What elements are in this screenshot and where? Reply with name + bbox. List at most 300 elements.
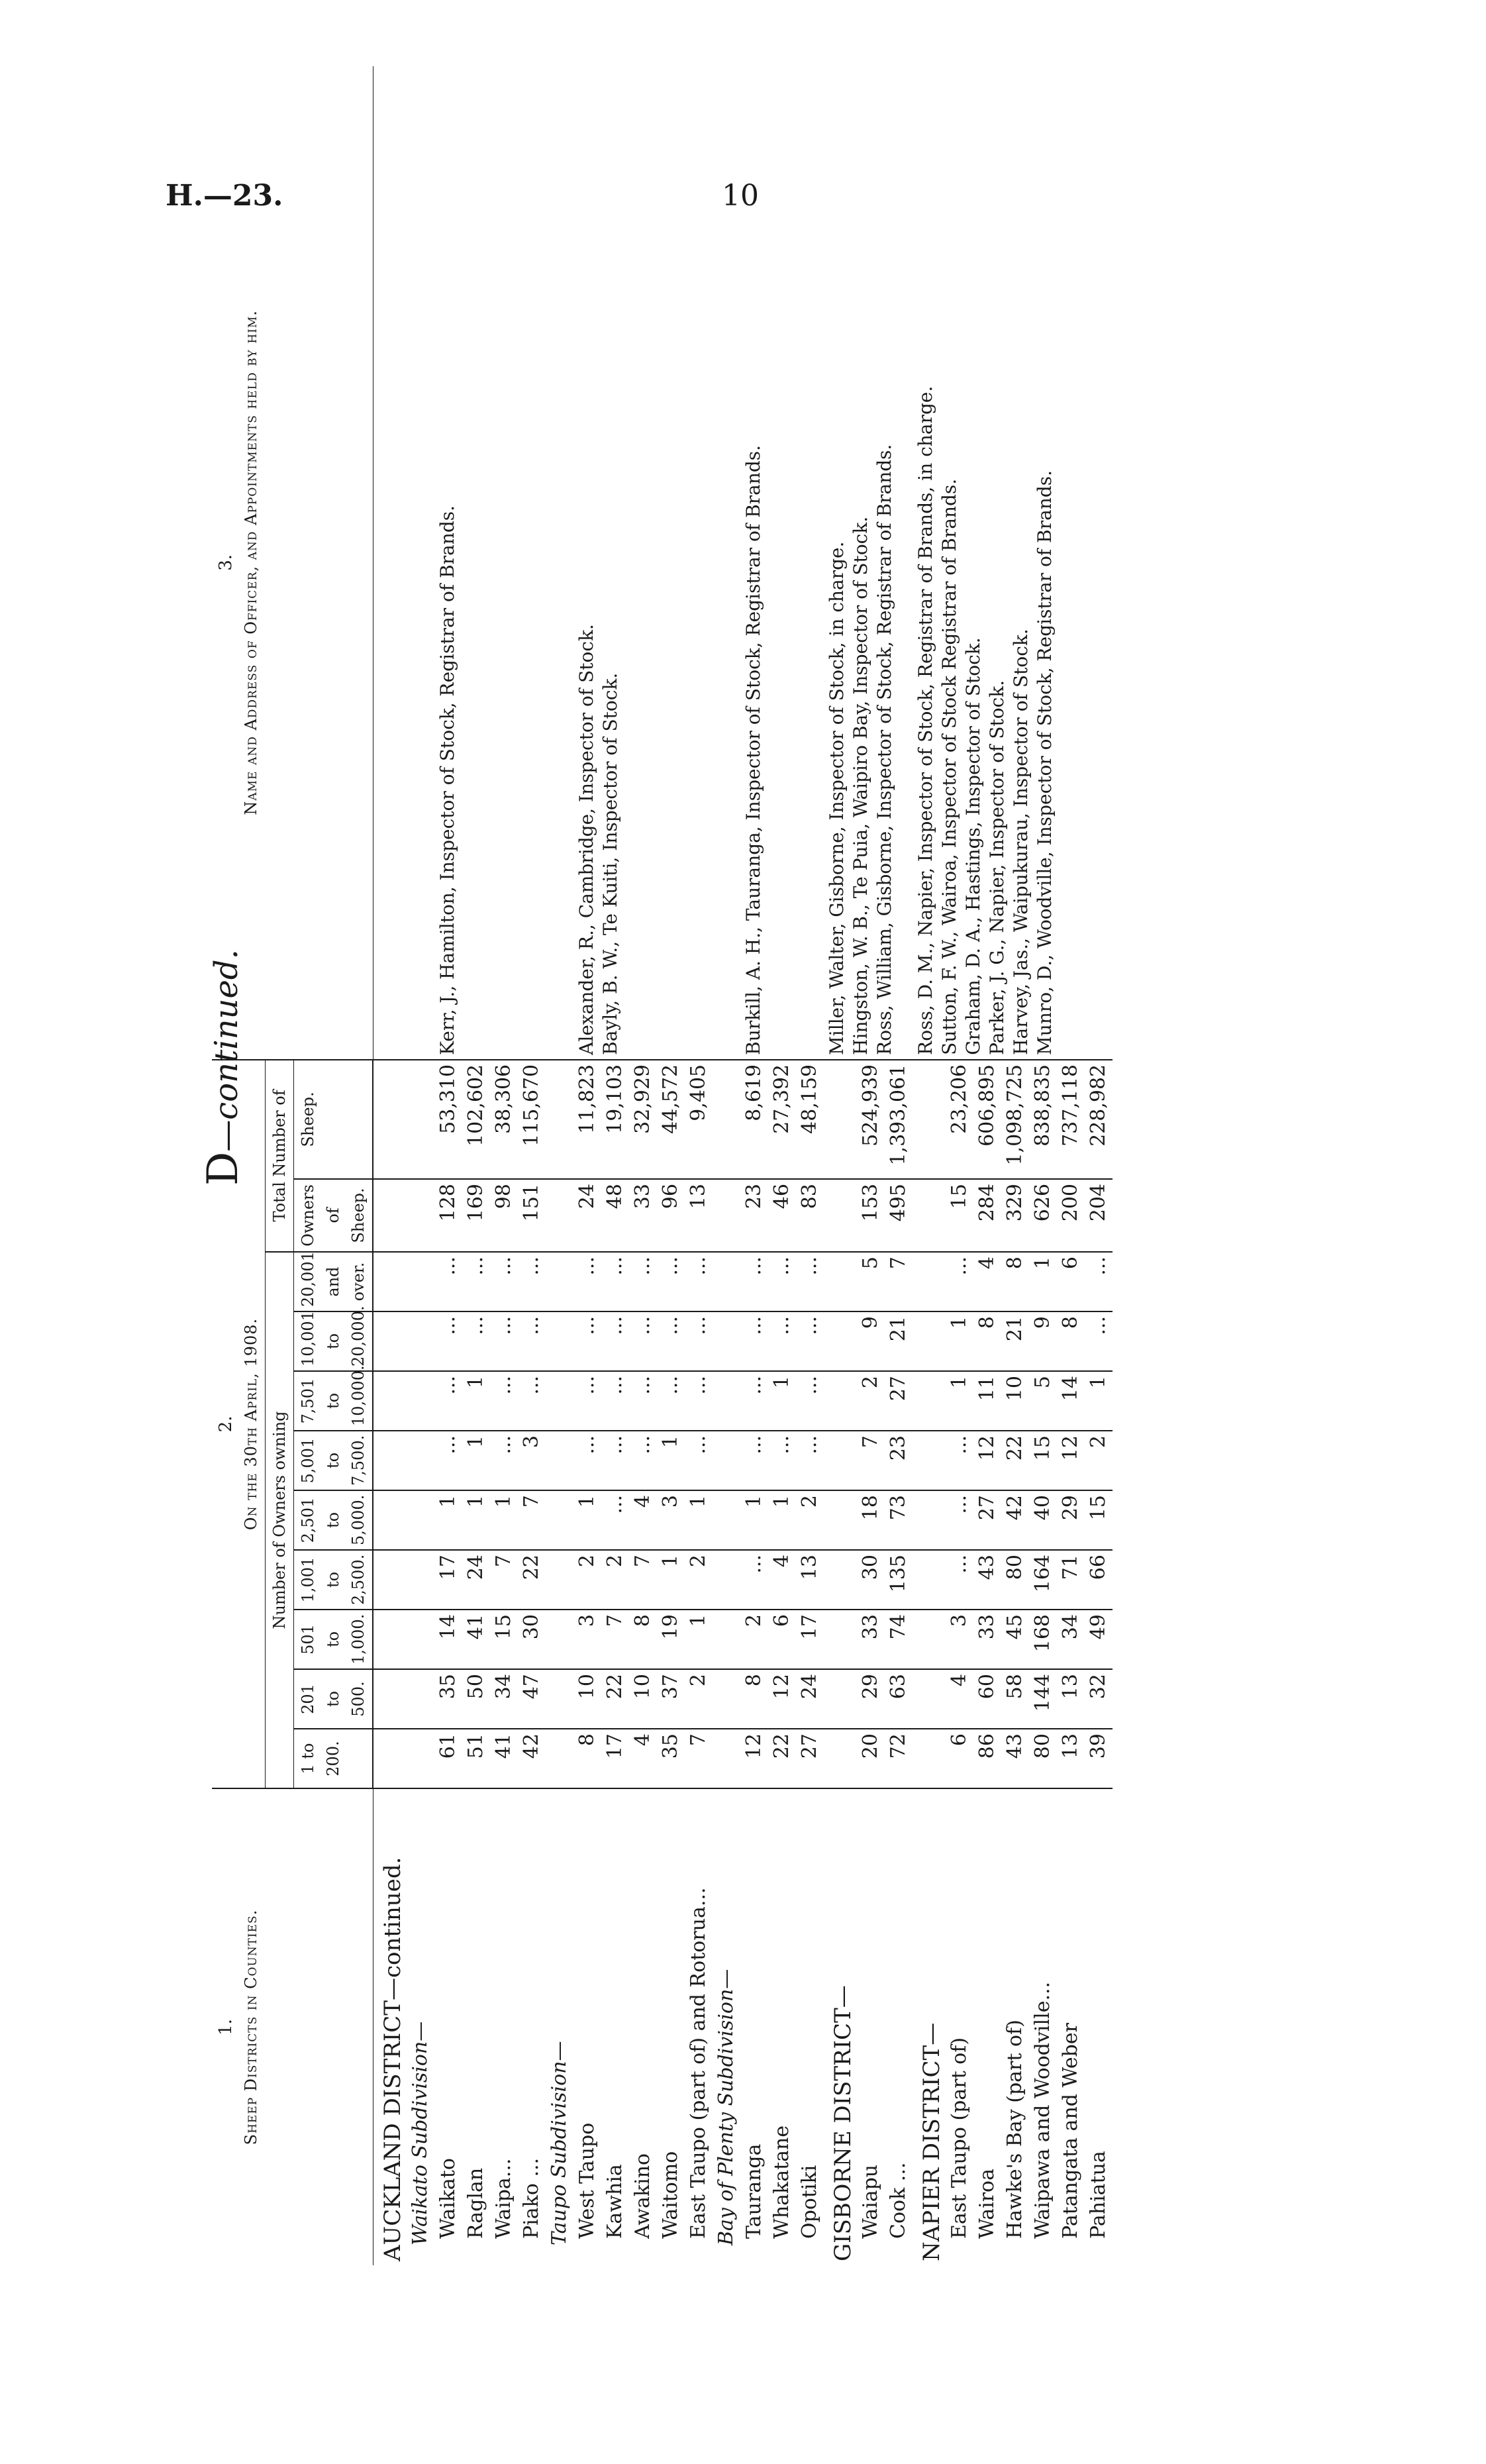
- range-header: 20,001 and over.: [294, 1252, 373, 1311]
- col1-title: Sheep Districts in Counties.: [242, 1909, 260, 2145]
- total-owners-cell: 15: [946, 1179, 973, 1252]
- owner-count-cell: 71: [1057, 1550, 1085, 1610]
- owner-count-cell: 18: [857, 1490, 885, 1550]
- owner-count-cell: 34: [1057, 1610, 1085, 1669]
- owner-count-cell: 1: [946, 1371, 973, 1431]
- subdivision-row: [546, 66, 573, 2265]
- owner-count-cell: 29: [857, 1669, 885, 1729]
- owner-count-cell: ...: [768, 1252, 796, 1311]
- owner-count-cell: 22: [1001, 1431, 1029, 1490]
- owner-count-cell: [546, 1490, 573, 1550]
- sub-name: Taupo Subdivision—: [547, 2041, 571, 2245]
- officer-entry: Sutton, F. W., Wairoa, Inspector of Stock Registrar of Brands.: [938, 478, 960, 1055]
- owner-count-cell: 12: [1057, 1431, 1085, 1490]
- owner-count-cell: 49: [1085, 1610, 1113, 1669]
- owner-count-cell: 19: [657, 1610, 685, 1669]
- owner-count-cell: 7: [601, 1610, 629, 1669]
- owner-count-cell: 7: [685, 1729, 713, 1788]
- owner-count-cell: ...: [657, 1311, 685, 1371]
- owner-count-cell: ...: [462, 1252, 490, 1311]
- county-name: Awakino: [630, 2153, 654, 2239]
- owner-count-cell: [713, 1610, 740, 1669]
- owner-count-cell: [713, 1431, 740, 1490]
- county-name: Waipawa and Woodville...: [1030, 1981, 1054, 2239]
- officer-empty: [546, 66, 573, 1060]
- col1-number: 1.: [216, 2019, 236, 2035]
- owner-count-cell: [373, 1252, 407, 1311]
- owner-count-cell: 27: [796, 1729, 824, 1788]
- owner-count-cell: [407, 1490, 434, 1550]
- district-name: NAPIER DISTRICT—: [918, 2022, 945, 2261]
- owner-count-cell: [824, 1729, 857, 1788]
- county-name: Waiapu: [858, 2164, 882, 2239]
- total-sheep-cell: 11,823: [573, 1060, 601, 1179]
- owner-count-cell: [913, 1669, 946, 1729]
- total-owners-cell: [824, 1179, 857, 1252]
- owner-count-cell: 1: [462, 1490, 490, 1550]
- owner-count-cell: 1: [740, 1490, 768, 1550]
- owner-count-cell: 41: [490, 1729, 518, 1788]
- owner-count-cell: ...: [657, 1371, 685, 1431]
- col3-number: 3.: [216, 554, 236, 571]
- total-owners-cell: 48: [601, 1179, 629, 1252]
- owner-count-cell: ...: [601, 1431, 629, 1490]
- owner-count-cell: 135: [885, 1550, 913, 1610]
- owner-count-cell: ...: [796, 1252, 824, 1311]
- range-header: 1 to 200.: [294, 1729, 373, 1788]
- owner-count-cell: 33: [857, 1610, 885, 1669]
- total-sheep-cell: [913, 1060, 946, 1179]
- owner-count-cell: ...: [490, 1371, 518, 1431]
- owner-count-cell: ...: [490, 1252, 518, 1311]
- owner-count-cell: 8: [973, 1311, 1001, 1371]
- owner-count-cell: 33: [973, 1610, 1001, 1669]
- county-name: Opotiki: [797, 2165, 821, 2239]
- owner-count-cell: 30: [857, 1550, 885, 1610]
- owner-count-cell: [407, 1311, 434, 1371]
- owner-count-cell: 10: [629, 1669, 657, 1729]
- range-header: 501 to 1,000.: [294, 1610, 373, 1669]
- owner-count-cell: 22: [601, 1669, 629, 1729]
- owner-count-cell: 3: [518, 1431, 546, 1490]
- owner-count-cell: [713, 1371, 740, 1431]
- owner-count-cell: [824, 1252, 857, 1311]
- owner-count-cell: 1: [434, 1490, 462, 1550]
- county-name: Cook ...: [886, 2162, 910, 2239]
- owner-count-cell: ...: [685, 1431, 713, 1490]
- owner-count-cell: 61: [434, 1729, 462, 1788]
- owner-count-cell: 72: [885, 1729, 913, 1788]
- owner-count-cell: 8: [1001, 1252, 1029, 1311]
- subdivision-row: [407, 66, 434, 2265]
- owner-count-cell: 2: [1085, 1431, 1113, 1490]
- total-sheep-cell: 102,602: [462, 1060, 490, 1179]
- owner-count-cell: [546, 1610, 573, 1669]
- officer-entry: Kerr, J., Hamilton, Inspector of Stock, Registrar of Brands.: [436, 505, 458, 1055]
- col1-header: [212, 1788, 373, 2265]
- owner-count-cell: [713, 1669, 740, 1729]
- total-sheep-cell: 838,835: [1029, 1060, 1057, 1179]
- owner-count-cell: 80: [1001, 1550, 1029, 1610]
- owner-count-cell: 80: [1029, 1729, 1057, 1788]
- owner-count-cell: 1: [946, 1311, 973, 1371]
- owner-count-cell: 21: [1001, 1311, 1029, 1371]
- owner-count-cell: [373, 1550, 407, 1610]
- officer-entry: Alexander, R., Cambridge, Inspector of Stock.: [575, 624, 597, 1055]
- owner-count-cell: 3: [573, 1610, 601, 1669]
- owner-count-cell: [824, 1311, 857, 1371]
- owner-count-cell: 21: [885, 1311, 913, 1371]
- owner-count-cell: ...: [573, 1371, 601, 1431]
- owner-count-cell: 1: [685, 1610, 713, 1669]
- owner-count-cell: 40: [1029, 1490, 1057, 1550]
- owner-count-cell: ...: [796, 1431, 824, 1490]
- owner-count-cell: ...: [573, 1252, 601, 1311]
- county-name: Pahiatua: [1086, 2151, 1110, 2239]
- owner-count-cell: ...: [434, 1252, 462, 1311]
- owner-count-cell: 15: [1029, 1431, 1057, 1490]
- officer-empty: [373, 66, 407, 1060]
- total-owners-cell: 153: [857, 1179, 885, 1252]
- owner-count-cell: ...: [601, 1311, 629, 1371]
- owner-count-cell: 13: [1057, 1669, 1085, 1729]
- owner-count-cell: 9: [857, 1311, 885, 1371]
- owner-count-cell: 1: [462, 1371, 490, 1431]
- officer-entry: Burkill, A. H., Tauranga, Inspector of Stock, Registrar of Brands.: [742, 444, 764, 1055]
- owner-count-cell: [913, 1610, 946, 1669]
- owner-count-cell: 17: [434, 1550, 462, 1610]
- total-owners-cell: [546, 1179, 573, 1252]
- total-owners-cell: 13: [685, 1179, 713, 1252]
- county-row: [573, 66, 601, 2265]
- total-sheep-cell: 8,619: [740, 1060, 768, 1179]
- owner-count-cell: 45: [1001, 1610, 1029, 1669]
- owner-count-cell: 66: [1085, 1550, 1113, 1610]
- owner-count-cell: [546, 1729, 573, 1788]
- owner-count-cell: [913, 1490, 946, 1550]
- owner-count-cell: 1: [1085, 1371, 1113, 1431]
- owner-count-cell: 1: [573, 1490, 601, 1550]
- county-name: Patangata and Weber: [1058, 2023, 1082, 2239]
- owner-count-cell: 24: [462, 1550, 490, 1610]
- owner-count-cell: 34: [490, 1669, 518, 1729]
- owner-count-cell: ...: [740, 1431, 768, 1490]
- owner-count-cell: [824, 1431, 857, 1490]
- owner-count-cell: 1: [1029, 1252, 1057, 1311]
- owner-count-cell: ...: [1085, 1252, 1113, 1311]
- total-owners-cell: 96: [657, 1179, 685, 1252]
- district-name: GISBORNE DISTRICT—: [829, 1985, 856, 2261]
- officer-entry: Parker, J. G., Napier, Inspector of Stock.: [985, 680, 1008, 1055]
- owner-count-cell: ...: [490, 1311, 518, 1371]
- owner-count-cell: 4: [946, 1669, 973, 1729]
- owner-count-cell: ...: [740, 1371, 768, 1431]
- owner-count-cell: ...: [518, 1252, 546, 1311]
- owner-count-cell: ...: [768, 1431, 796, 1490]
- total-sheep-cell: [373, 1060, 407, 1179]
- owner-count-cell: ...: [946, 1550, 973, 1610]
- owner-count-cell: ...: [740, 1311, 768, 1371]
- total-sheep-cell: 228,982: [1085, 1060, 1113, 1179]
- col2-title: On the 30th April, 1908.: [242, 1317, 260, 1531]
- owner-count-cell: 4: [768, 1550, 796, 1610]
- officer-entry: Graham, D. A., Hastings, Inspector of Stock.: [962, 637, 984, 1055]
- owner-count-cell: 5: [1029, 1371, 1057, 1431]
- owner-count-cell: [913, 1371, 946, 1431]
- owner-count-cell: [373, 1311, 407, 1371]
- owner-count-cell: 14: [1057, 1371, 1085, 1431]
- owner-count-cell: 5: [857, 1252, 885, 1311]
- owner-count-cell: 1: [462, 1431, 490, 1490]
- owner-count-cell: [546, 1371, 573, 1431]
- total-owners-cell: 83: [796, 1179, 824, 1252]
- total-owners-cell: 33: [629, 1179, 657, 1252]
- owner-count-cell: 2: [573, 1550, 601, 1610]
- sub-name: Bay of Plenty Subdivision—: [714, 1969, 738, 2245]
- owner-count-cell: 2: [601, 1550, 629, 1610]
- owner-count-cell: [373, 1610, 407, 1669]
- owner-count-cell: ...: [518, 1371, 546, 1431]
- owner-count-cell: 3: [657, 1490, 685, 1550]
- total-sheep-cell: 48,159: [796, 1060, 824, 1179]
- owner-count-cell: [373, 1669, 407, 1729]
- total-sheep-cell: [713, 1060, 740, 1179]
- total-sheep-cell: 19,103: [601, 1060, 629, 1179]
- owner-count-cell: 17: [796, 1610, 824, 1669]
- owner-count-cell: [824, 1550, 857, 1610]
- officer-block: [573, 66, 713, 1060]
- owner-count-cell: 2: [857, 1371, 885, 1431]
- total-sheep-cell: 38,306: [490, 1060, 518, 1179]
- owner-count-cell: [713, 1729, 740, 1788]
- owner-count-cell: ...: [629, 1252, 657, 1311]
- owner-count-cell: 8: [629, 1610, 657, 1669]
- owner-count-cell: [546, 1550, 573, 1610]
- owner-count-cell: [546, 1431, 573, 1490]
- owner-count-cell: ...: [434, 1371, 462, 1431]
- district-row: [913, 66, 946, 2265]
- owner-count-cell: ...: [946, 1431, 973, 1490]
- range-header: 7,501 to 10,000.: [294, 1371, 373, 1431]
- county-name: East Taupo (part of) and Rotorua...: [686, 1887, 710, 2239]
- owner-count-cell: 2: [685, 1550, 713, 1610]
- owner-count-cell: 7: [629, 1550, 657, 1610]
- owner-count-cell: ...: [629, 1371, 657, 1431]
- owner-count-cell: 6: [946, 1729, 973, 1788]
- officer-empty: [713, 66, 740, 1060]
- section-suffix: —continued.: [208, 949, 245, 1152]
- owner-count-cell: [913, 1729, 946, 1788]
- range-header: 1,001 to 2,500.: [294, 1550, 373, 1610]
- owner-count-cell: [824, 1490, 857, 1550]
- total-sheep-cell: 606,895: [973, 1060, 1001, 1179]
- total-owners-cell: 23: [740, 1179, 768, 1252]
- owner-count-cell: 27: [885, 1371, 913, 1431]
- total-sheep-cell: 32,929: [629, 1060, 657, 1179]
- owner-count-cell: [546, 1252, 573, 1311]
- owner-count-cell: 2: [740, 1610, 768, 1669]
- officer-entry: Ross, D. M., Napier, Inspector of Stock, Registrar of Brands, in charge.: [914, 385, 936, 1055]
- officer-block: [740, 66, 824, 1060]
- owner-count-cell: 39: [1085, 1729, 1113, 1788]
- owner-count-cell: 168: [1029, 1610, 1057, 1669]
- owner-count-cell: ...: [573, 1311, 601, 1371]
- county-name: West Taupo: [575, 2122, 599, 2239]
- owner-count-cell: 32: [1085, 1669, 1113, 1729]
- sheep-header: Sheep.: [294, 1060, 373, 1179]
- owner-count-cell: 10: [573, 1669, 601, 1729]
- sub-name: Waikato Subdivision—: [408, 2021, 432, 2245]
- total-owners-cell: [407, 1179, 434, 1252]
- owner-count-cell: 164: [1029, 1550, 1057, 1610]
- owner-count-cell: ...: [685, 1311, 713, 1371]
- owner-count-cell: [407, 1669, 434, 1729]
- total-sheep-cell: 1,393,061: [885, 1060, 913, 1179]
- owner-count-cell: ...: [768, 1311, 796, 1371]
- total-sheep-cell: 27,392: [768, 1060, 796, 1179]
- total-sheep-cell: 1,098,725: [1001, 1060, 1029, 1179]
- owner-count-cell: 3: [946, 1610, 973, 1669]
- county-name: Piako ...: [519, 2157, 543, 2239]
- owner-count-cell: 22: [518, 1550, 546, 1610]
- sheep-owners-table: [212, 66, 1113, 2265]
- owner-count-cell: 9: [1029, 1311, 1057, 1371]
- owner-count-cell: 2: [685, 1669, 713, 1729]
- owner-count-cell: 4: [629, 1729, 657, 1788]
- district-name: AUCKLAND DISTRICT—continued.: [379, 1857, 406, 2261]
- total-sheep-cell: 9,405: [685, 1060, 713, 1179]
- officer-entry: Ross, William, Gisborne, Inspector of Stock, Registrar of Brands.: [873, 444, 895, 1055]
- owner-count-cell: 58: [1001, 1669, 1029, 1729]
- officer-block: [824, 66, 913, 1060]
- owner-count-cell: 42: [1001, 1490, 1029, 1550]
- owner-count-cell: 47: [518, 1669, 546, 1729]
- officer-entry: Munro, D., Woodville, Inspector of Stock, Registrar of Brands.: [1033, 470, 1056, 1055]
- owner-count-cell: [407, 1431, 434, 1490]
- owner-count-cell: 6: [1057, 1252, 1085, 1311]
- owner-count-cell: 17: [601, 1729, 629, 1788]
- owner-count-cell: [913, 1550, 946, 1610]
- owner-count-cell: 8: [1057, 1311, 1085, 1371]
- col2-number: 2.: [216, 1415, 236, 1433]
- district-row: [373, 66, 407, 2265]
- owner-count-cell: 29: [1057, 1490, 1085, 1550]
- total-owners-cell: 24: [573, 1179, 601, 1252]
- officer-entry: Miller, Walter, Gisborne, Inspector of Stock, in charge.: [825, 541, 848, 1055]
- total-owners-cell: [713, 1179, 740, 1252]
- owner-count-cell: 73: [885, 1490, 913, 1550]
- owner-count-cell: [913, 1431, 946, 1490]
- owner-count-cell: 37: [657, 1669, 685, 1729]
- district-row: [824, 66, 857, 2265]
- total-owners-cell: 200: [1057, 1179, 1085, 1252]
- total-sheep-cell: 524,939: [857, 1060, 885, 1179]
- owner-count-cell: 1: [490, 1490, 518, 1550]
- total-owners-cell: 626: [1029, 1179, 1057, 1252]
- total-owners-cell: [373, 1179, 407, 1252]
- owner-count-cell: 43: [1001, 1729, 1029, 1788]
- owner-count-cell: [546, 1311, 573, 1371]
- owner-count-cell: 14: [434, 1610, 462, 1669]
- total-owners-cell: 128: [434, 1179, 462, 1252]
- owner-count-cell: [713, 1311, 740, 1371]
- total-owners-cell: [913, 1179, 946, 1252]
- owner-count-cell: ...: [685, 1371, 713, 1431]
- owner-count-cell: 12: [740, 1729, 768, 1788]
- owner-count-cell: [373, 1371, 407, 1431]
- total-owners-cell: 46: [768, 1179, 796, 1252]
- section-letter: D: [199, 1151, 248, 1186]
- total-owners-cell: 204: [1085, 1179, 1113, 1252]
- owner-count-cell: 74: [885, 1610, 913, 1669]
- report-reference: H.—23.: [166, 179, 283, 213]
- owner-count-cell: 11: [973, 1371, 1001, 1431]
- owners-of-sheep-header: Owners of Sheep.: [294, 1179, 373, 1252]
- county-name: Raglan: [464, 2167, 487, 2239]
- owner-count-cell: [913, 1252, 946, 1311]
- owner-count-cell: [373, 1490, 407, 1550]
- owner-count-cell: 41: [462, 1610, 490, 1669]
- total-sheep-cell: 23,206: [946, 1060, 973, 1179]
- range-header: 10,001 to 20,000.: [294, 1311, 373, 1371]
- owner-count-cell: ...: [629, 1431, 657, 1490]
- owner-count-cell: 23: [885, 1431, 913, 1490]
- owner-count-cell: ...: [946, 1490, 973, 1550]
- owner-count-cell: [407, 1371, 434, 1431]
- owner-count-cell: 35: [657, 1729, 685, 1788]
- owner-count-cell: 50: [462, 1669, 490, 1729]
- owner-count-cell: 42: [518, 1729, 546, 1788]
- officer-block: [913, 66, 1113, 1060]
- col2-header: [212, 1060, 266, 1788]
- owner-count-cell: [407, 1550, 434, 1610]
- table-body: [373, 66, 1113, 2265]
- owner-count-cell: ...: [601, 1252, 629, 1311]
- owner-count-cell: 7: [885, 1252, 913, 1311]
- owner-count-cell: 43: [973, 1550, 1001, 1610]
- county-row: [434, 66, 462, 2265]
- owner-count-cell: [546, 1669, 573, 1729]
- owner-count-cell: 13: [1057, 1729, 1085, 1788]
- owner-count-cell: 63: [885, 1669, 913, 1729]
- owner-count-cell: ...: [796, 1311, 824, 1371]
- total-sheep-cell: [824, 1060, 857, 1179]
- range-header: 5,001 to 7,500.: [294, 1431, 373, 1490]
- total-owners-cell: 495: [885, 1179, 913, 1252]
- owner-count-cell: ...: [685, 1252, 713, 1311]
- owner-count-cell: 22: [768, 1729, 796, 1788]
- county-name: Hawke's Bay (part of): [1003, 2020, 1026, 2239]
- county-name: Waitomo: [658, 2151, 682, 2239]
- total-sheep-cell: [546, 1060, 573, 1179]
- owner-count-cell: ...: [601, 1371, 629, 1431]
- range-header: 201 to 500.: [294, 1669, 373, 1729]
- total-sheep-cell: [407, 1060, 434, 1179]
- owner-count-cell: ...: [657, 1252, 685, 1311]
- county-name: Whakatane: [769, 2125, 793, 2239]
- total-sheep-cell: 737,118: [1057, 1060, 1085, 1179]
- page-number: 10: [722, 179, 759, 213]
- owner-count-cell: ...: [434, 1431, 462, 1490]
- owner-count-cell: ...: [796, 1371, 824, 1431]
- owner-count-cell: 4: [973, 1252, 1001, 1311]
- owner-count-cell: [713, 1252, 740, 1311]
- officer-empty: [407, 66, 434, 1060]
- owner-count-cell: 86: [973, 1729, 1001, 1788]
- officer-entry: Bayly, B. W., Te Kuiti, Inspector of Stock.: [599, 672, 621, 1055]
- owner-count-cell: ...: [518, 1311, 546, 1371]
- owner-count-cell: 13: [796, 1550, 824, 1610]
